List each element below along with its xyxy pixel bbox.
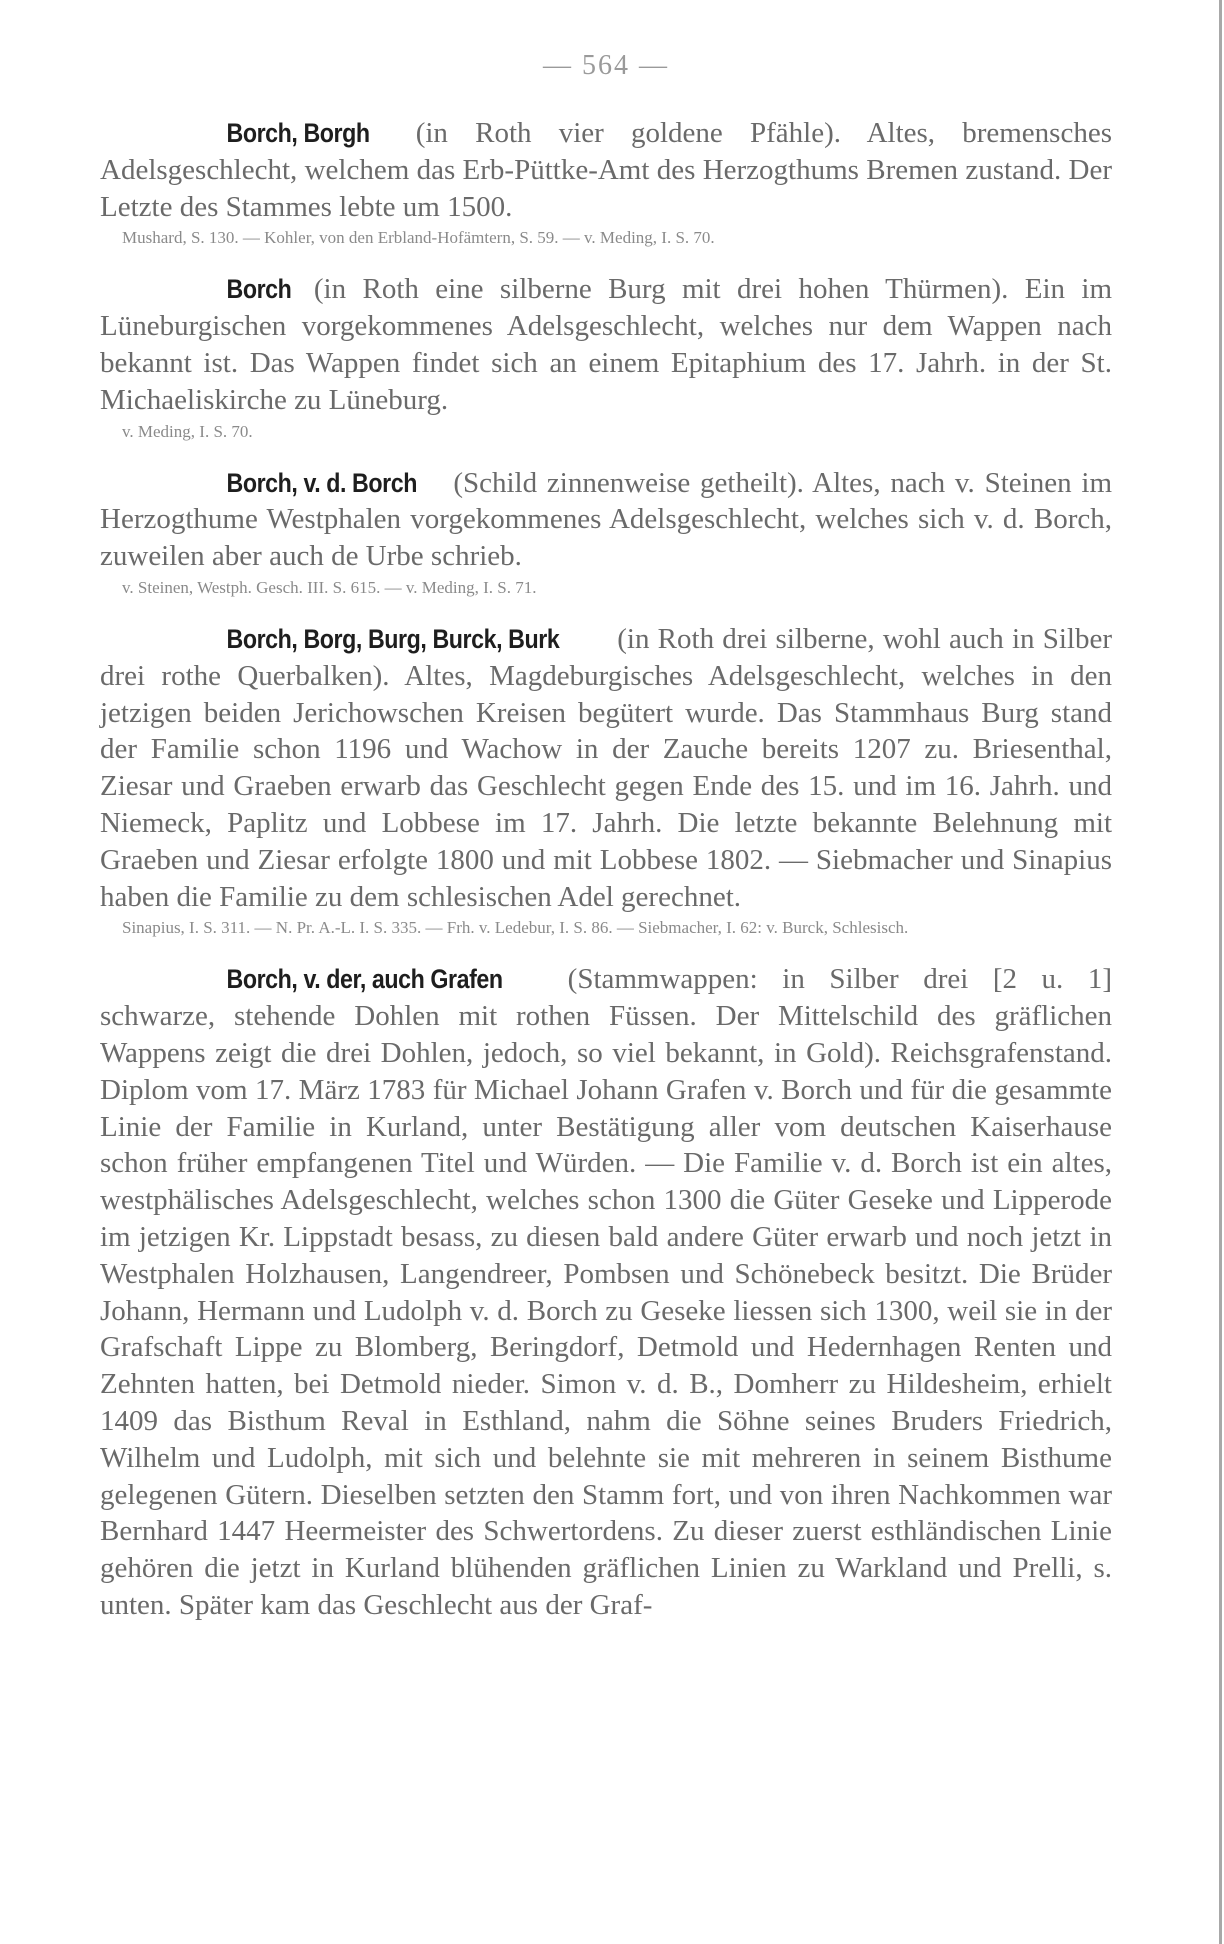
entry-heading: Borch xyxy=(226,274,292,305)
entry-heading: Borch, Borg, Burg, Burck, Burk xyxy=(226,623,560,654)
entry-borch-grafen xyxy=(100,961,1112,1623)
entry-heading: Borch, v. der, auch Grafen xyxy=(226,964,503,995)
entry-references: v. Steinen, Westph. Gesch. III. S. 615. — v. Meding, I. S. 71. xyxy=(122,577,537,597)
entry-borch-vd-borch xyxy=(100,465,1112,599)
entry-list xyxy=(100,115,1112,1624)
entry-borch-lueneburg xyxy=(100,271,1112,442)
entry-references: Sinapius, I. S. 311. — N. Pr. A.-L. I. S. 335. — Frh. v. Ledebur, I. S. 86. — Siebmacher, I. 62: v. Burck, Schlesisch. xyxy=(122,918,909,938)
entry-text: (in Roth eine silberne Burg mit drei hohen Thürmen). Ein im Lüneburgischen vorgekommenes Adelsgeschlecht, welches nur dem Wappen nach bekannt ist. Das Wappen findet sich an einem Epitaphium des 17. Jahrh. in der St. Michaeliskirche zu Lüneburg. xyxy=(100,273,1113,416)
entry-text: (Stammwappen: in Silber drei [2 u. 1] schwarze, stehende Dohlen mit rothen Füssen. Der Mittelschild des gräflichen Wappens zeigt die drei Dohlen, jedoch, so viel bekannt, in Gold). Reichsgrafenstand. Diplom vom 17. März 1783 für Michael Johann Grafen v. Borch und für die gesammte Linie der Familie in Kurland, unter Bestätigung aller vom deutschen Kaiserhause schon früher empfangenen Titel und Würden. — Die Familie v. d. Borch ist ein altes, westphälisches Adelsgeschlecht, welches schon 1300 die Güter Geseke und Lipperode im jetzigen Kr. Lippstadt besass, zu diesen bald andere Güter erwarb und noch jetzt in Westphalen Holzhausen, Langendreer, Pombsen und Schönebeck besitzt. Die Brüder Johann, Hermann und Ludolph v. d. Borch zu Geseke liessen sich 1300, weil sie in der Grafschaft Lippe zu Blomberg, Beringdorf, Detmold und Hedernhagen Renten und Zehnten hatten, bei Detmold nieder. Simon v. d. B., Domherr zu Hildesheim, erhielt 1409 das Bisthum Reval in Esthland, nahm die Söhne seines Bruders Friedrich, Wilhelm und Ludolph, mit sich und belehnte sie mit mehreren in seinem Bisthume gelegenen Gütern. Dieselben setzten den Stamm fort, und von ihren Nachkommen war Bernhard 1447 Heermeister des Schwertordens. Zu dieser zuerst esthländischen Linie gehören die jetzt in Kurland blühenden gräflichen Linien zu Warkland und Prelli, s. unten. Später kam das Geschlecht aus der Graf- xyxy=(100,963,1112,1621)
entry-references: Mushard, S. 130. — Kohler, von den Erbland-Hofämtern, S. 59. — v. Meding, I. S. 70. xyxy=(122,228,715,248)
page-edge-line xyxy=(1219,0,1222,1944)
entry-borch-borgh xyxy=(100,115,1112,249)
entry-heading: Borch, Borgh xyxy=(226,118,370,148)
entry-heading: Borch, v. d. Borch xyxy=(226,467,417,498)
entry-text: (in Roth vier goldene Pfähle). Altes, bremensches Adelsgeschlecht, welchem das Erb-Püttke-Amt des Herzogthums Bremen zustand. Der Letzte des Stammes lebte um 1500. xyxy=(100,117,1112,223)
page-number: — 564 — xyxy=(543,50,669,81)
entry-text: (Schild zinnenweise getheilt). Altes, nach v. Steinen im Herzogthume Westphalen vorgekommenes Adelsgeschlecht, welches sich v. d. Borch, zuweilen aber auch de Urbe schrieb. xyxy=(100,466,1113,573)
entry-borch-borg-burg xyxy=(100,621,1112,939)
entry-text: (in Roth drei silberne, wohl auch in Silber drei rothe Querbalken). Altes, Magdeburgisches Adelsgeschlecht, welches in den jetzigen beiden Jerichowschen Kreisen begütert wurde. Das Stammhaus Burg stand der Familie schon 1196 und Wachow in der Zauche bereits 1207 zu. Briesenthal, Ziesar und Graeben erwarb das Geschlecht gegen Ende des 15. und im 16. Jahrh. und Niemeck, Paplitz und Lobbese im 17. Jahrh. Die letzte bekannte Belehnung mit Graeben und Ziesar erfolgte 1800 und mit Lobbese 1802. — Siebmacher und Sinapius haben die Familie zu dem schlesischen Adel gerechnet. xyxy=(100,622,1112,913)
entry-references: v. Meding, I. S. 70. xyxy=(122,421,253,441)
